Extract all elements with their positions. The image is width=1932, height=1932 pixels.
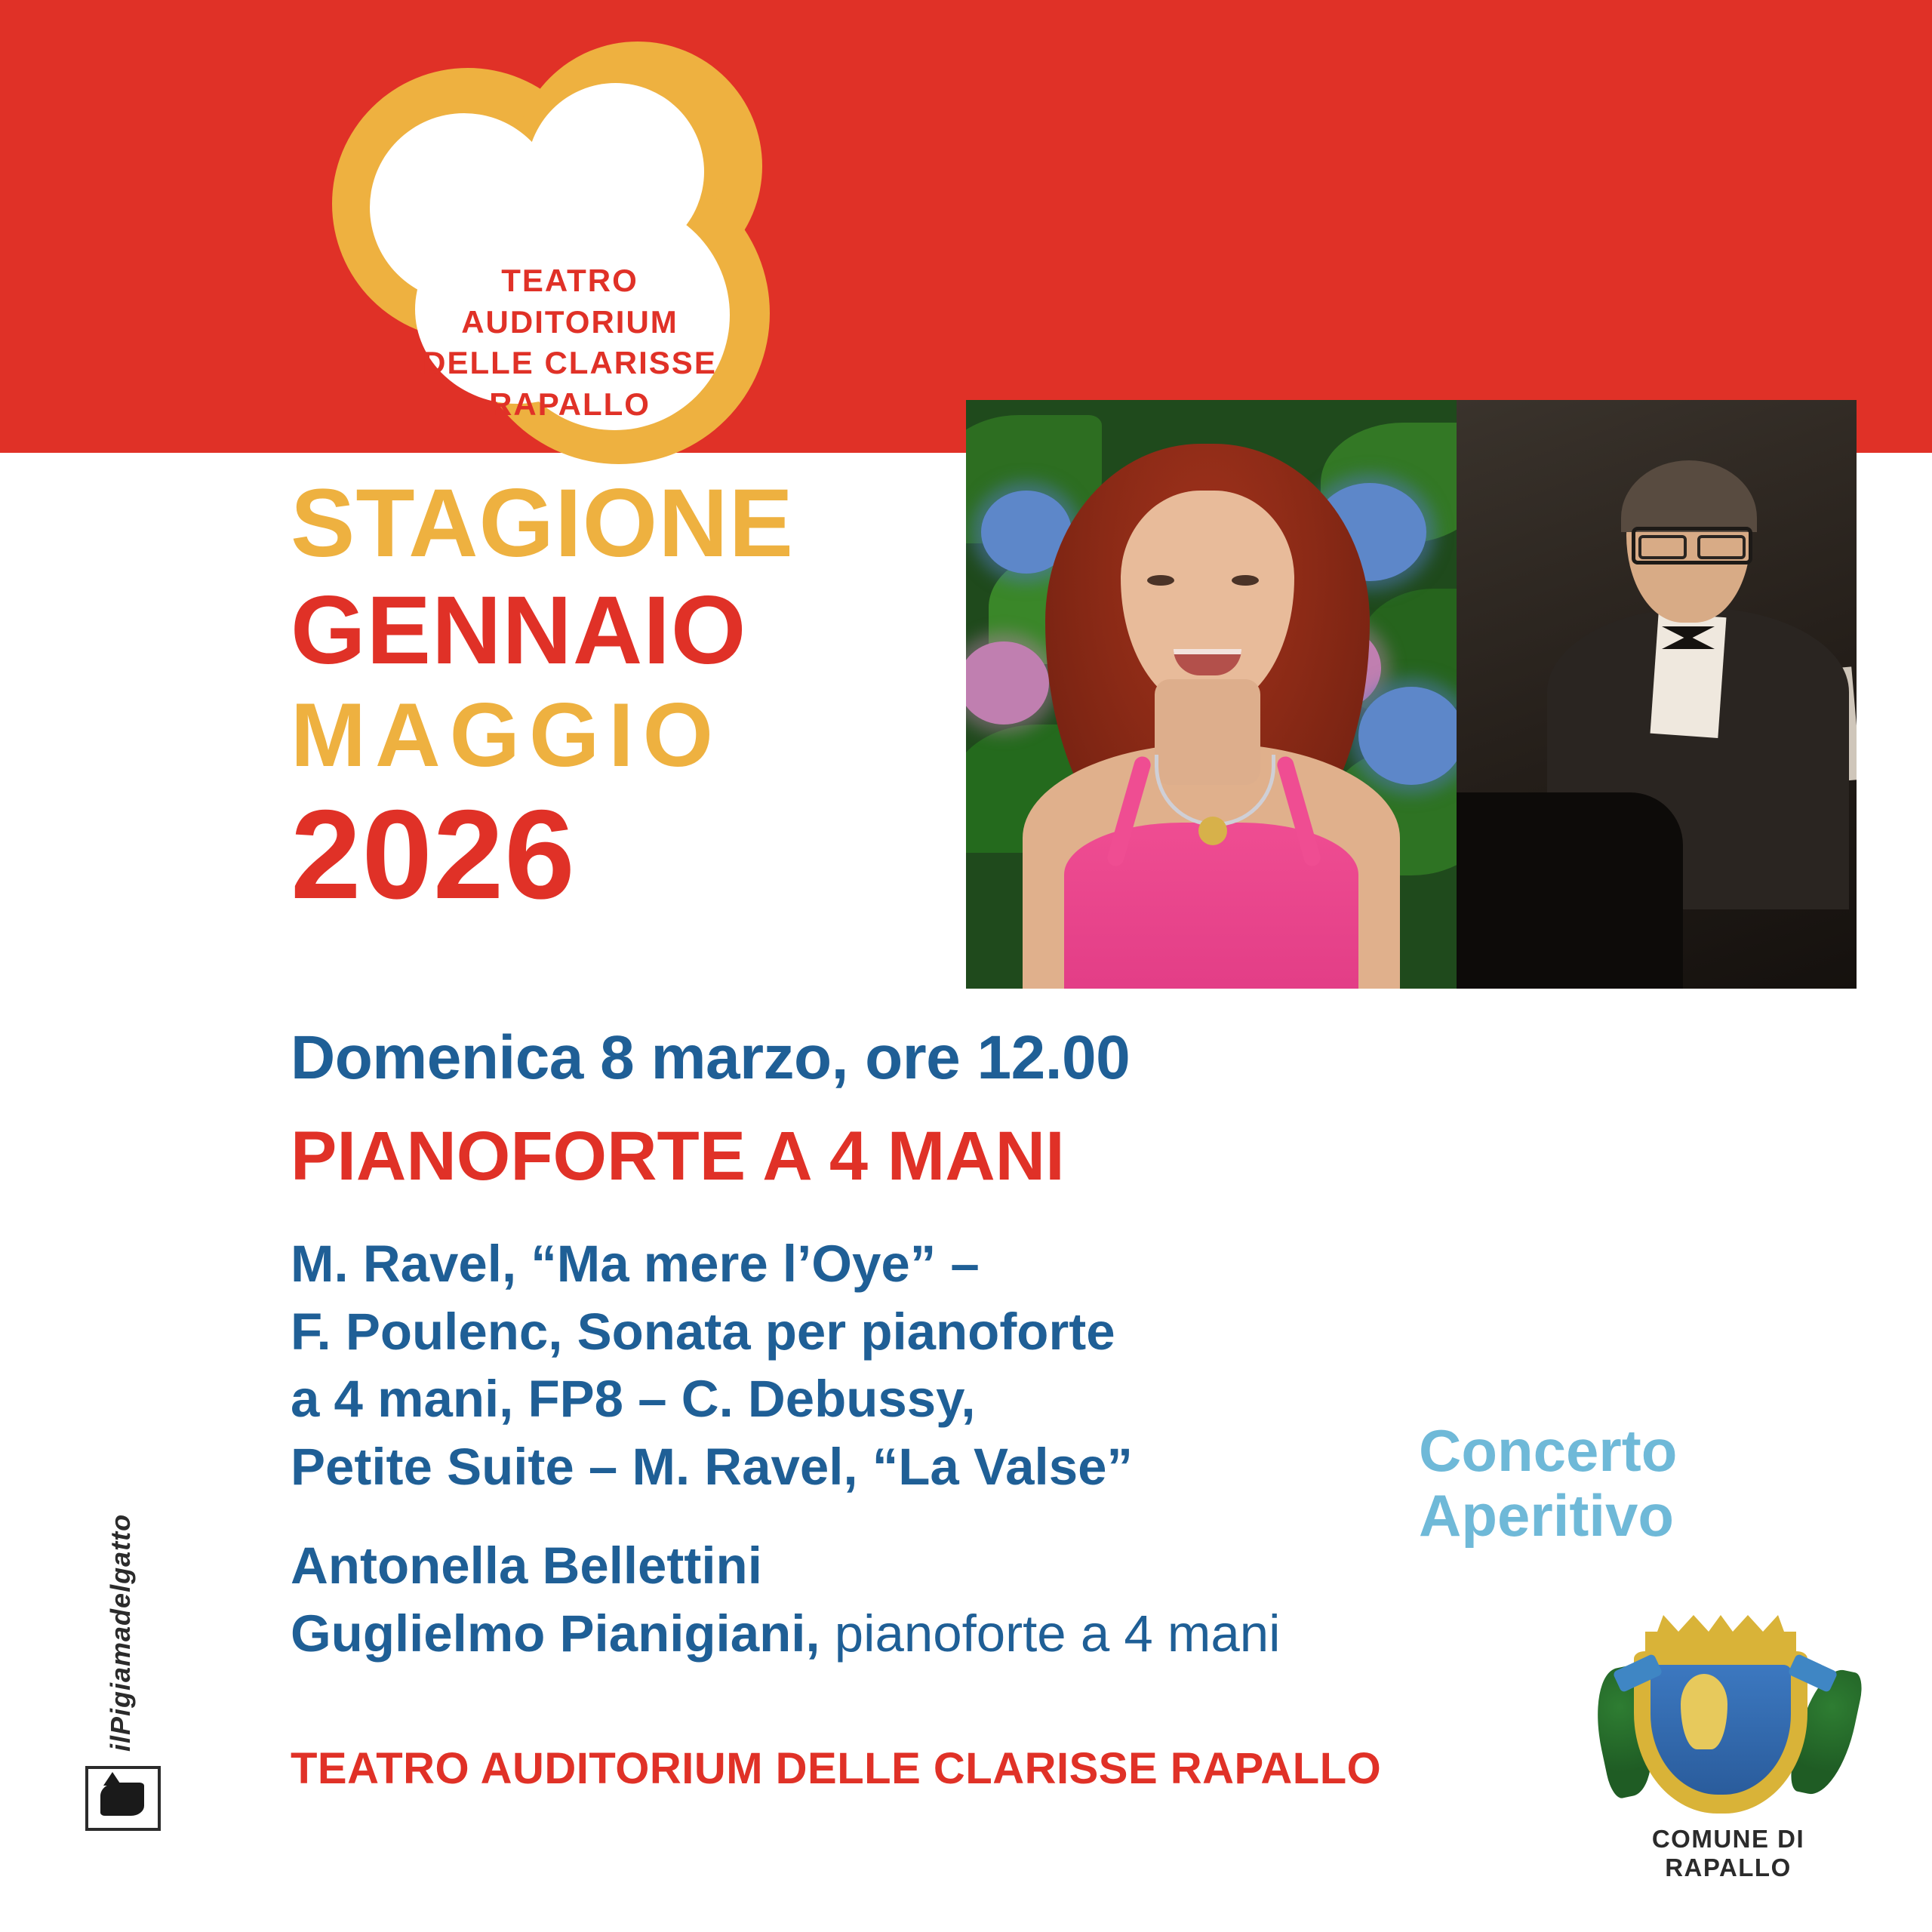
cat-icon xyxy=(85,1766,161,1831)
performer-name: Guglielmo Pianigiani, xyxy=(291,1604,820,1663)
publisher-mark xyxy=(79,1513,162,1826)
performer-antonella-bellettini: Antonella Bellettini xyxy=(291,1537,762,1595)
program-line: Petite Suite – M. Ravel, “La Valse” xyxy=(291,1438,1133,1497)
event-performers xyxy=(291,1532,1498,1667)
comune-label: COMUNE DI RAPALLO xyxy=(1651,1825,1805,1881)
season-word-gennaio: GENNAIO xyxy=(291,577,747,685)
badge-line-2: Aperitivo xyxy=(1419,1481,1675,1549)
photo-eye xyxy=(1232,575,1259,586)
logo-line-4: RAPALLO xyxy=(489,386,651,422)
concert-type-badge xyxy=(1419,1419,1841,1549)
logo-text xyxy=(400,260,740,425)
program-line: F. Poulenc, Sonata per pianoforte xyxy=(291,1302,1115,1361)
shield-icon xyxy=(1634,1651,1807,1814)
theatre-logo xyxy=(325,42,808,472)
photo-antonella-bellettini xyxy=(966,400,1457,989)
logo-line-2: AUDITORIUM xyxy=(461,303,678,340)
photo-pendant xyxy=(1198,817,1227,845)
crown-icon xyxy=(1645,1615,1796,1657)
season-word-stagione: STAGIONE xyxy=(291,469,794,577)
program-line: a 4 mani, FP8 – C. Debussy, xyxy=(291,1370,976,1429)
program-line: M. Ravel, “Ma mere l’Oye” – xyxy=(291,1235,980,1293)
season-word-maggio: MAGGIO xyxy=(291,685,722,786)
performer-role: pianoforte a 4 mani xyxy=(820,1604,1281,1663)
badge-line-1: Concerto xyxy=(1419,1417,1678,1484)
logo-line-1: TEATRO xyxy=(501,263,638,298)
photo-piano xyxy=(1457,792,1683,989)
logo-line-3: DELLE CLARISSE xyxy=(423,345,717,381)
photo-eye xyxy=(1147,575,1174,586)
publisher-name: ilPigiamadelgatto xyxy=(105,1513,136,1752)
photo-guglielmo-pianigiani xyxy=(1457,400,1857,989)
event-date: Domenica 8 marzo, ore 12.00 xyxy=(291,1023,1131,1092)
season-heading xyxy=(291,469,970,928)
comune-di-rapallo-crest xyxy=(1592,1615,1864,1881)
venue-name: TEATRO AUDITORIUM DELLE CLARISSE RAPALLO xyxy=(291,1744,1382,1793)
photo-glasses xyxy=(1632,527,1752,565)
performer-guglielmo-pianigiani xyxy=(291,1600,1498,1668)
performers-photo-pair xyxy=(966,400,1857,989)
season-year: 2026 xyxy=(291,783,576,925)
header-red-band xyxy=(0,0,1932,453)
event-program xyxy=(291,1230,1407,1501)
event-title: PIANOFORTE A 4 MANI xyxy=(291,1118,1065,1195)
